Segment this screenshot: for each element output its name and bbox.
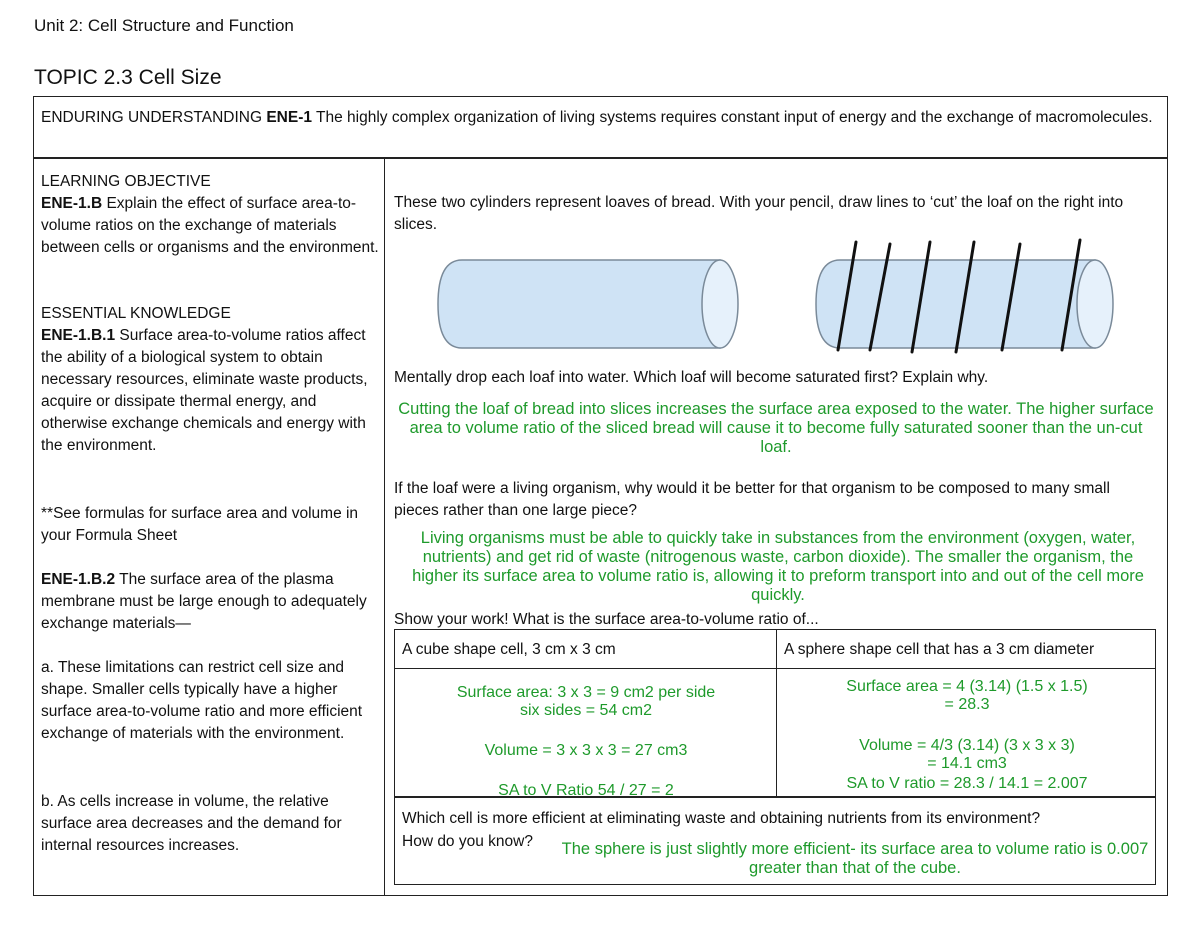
cube-header: A cube shape cell, 3 cm x 3 cm — [402, 641, 616, 658]
question-organism: If the loaf were a living organism, why would it be better for that organism to be composed to many small pieces rather than one large piece? — [394, 480, 1110, 519]
cube-ratio: SA to V Ratio 54 / 27 = 2 — [498, 782, 674, 799]
ek2-text: The surface area of the plasma membrane must be large enough to adequately exchange materials— — [41, 571, 367, 632]
sphere-vol-line2: = 14.1 cm3 — [927, 755, 1007, 772]
eu-body: The highly complex organization of living systems requires constant input of energy and the exchange of macromolecules. — [312, 109, 1153, 126]
point-b: b. As cells increase in volume, the relative surface area decreases and the demand for internal resources increases. — [41, 793, 342, 854]
loaf-intro: These two cylinders represent loaves of bread. With your pencil, draw lines to ‘cut’ the loaf on the right into slices. — [394, 194, 1124, 233]
whole-loaf — [438, 260, 738, 348]
loaves-illustration — [390, 236, 1160, 366]
answer-organism: Living organisms must be able to quickly take in substances from the environment (oxygen, water, nutrients) and get rid of waste (nitrogenous waste, carbon dioxide). The smaller the organism, the higher its surface area to volume ratio is, allowing it to preform transport into and out of the cell more quickly. — [412, 529, 1144, 604]
ek1-body — [41, 325, 381, 457]
topic-title: TOPIC 2.3 Cell Size — [34, 66, 222, 89]
ek2-body — [41, 569, 381, 635]
sphere-volume — [778, 737, 1156, 773]
formula-note: **See formulas for surface area and volume in your Formula Sheet — [41, 505, 359, 544]
sphere-sa-line2: = 28.3 — [944, 696, 990, 713]
eu-code: ENE-1 — [266, 109, 312, 126]
sphere-sa-line1: Surface area = 4 (3.14) (1.5 x 1.5) — [846, 678, 1088, 695]
answer-efficiency: The sphere is just slightly more efficient- its surface area to volume ratio is 0.007 greater than that of the cube. — [561, 840, 1149, 877]
question-how-know: How do you know? — [402, 833, 533, 850]
essential-knowledge — [41, 303, 381, 457]
eu-label: ENDURING UNDERSTANDING — [41, 109, 267, 126]
sphere-ratio: SA to V ratio = 28.3 / 14.1 = 2.007 — [846, 775, 1088, 792]
question-efficiency: Which cell is more efficient at eliminating waste and obtaining nutrients from its environment? — [402, 810, 1041, 827]
cube-volume: Volume = 3 x 3 x 3 = 27 cm3 — [484, 742, 688, 759]
question-ratio: Show your work! What is the surface area-to-volume ratio of... — [394, 611, 819, 628]
lo-text: Explain the effect of surface area-to-volume ratios on the exchange of materials between cells or organisms and the environment. — [41, 195, 379, 256]
lo-heading: LEARNING OBJECTIVE — [41, 173, 211, 190]
ratio-table-header-line — [394, 668, 1156, 669]
question-saturation: Mentally drop each loaf into water. Which loaf will become saturated first? Explain why. — [394, 369, 989, 386]
learning-objective — [41, 171, 381, 259]
lo-body — [41, 193, 381, 259]
ek1-code: ENE-1.B.1 — [41, 327, 116, 344]
sphere-header: A sphere shape cell that has a 3 cm diameter — [784, 641, 1095, 658]
ek1-text: Surface area-to-volume ratios affect the ability of a biological system to obtain necessary resources, eliminate waste products, acquire or dissipate thermal energy, and otherwise exchange chemicals and energy with the environment. — [41, 327, 368, 454]
unit-title: Unit 2: Cell Structure and Function — [34, 16, 294, 35]
enduring-understanding-text — [41, 107, 1161, 129]
ek2-code: ENE-1.B.2 — [41, 571, 116, 588]
sliced-loaf — [816, 240, 1113, 352]
ek-heading: ESSENTIAL KNOWLEDGE — [41, 305, 231, 322]
lo-code: ENE-1.B — [41, 195, 103, 212]
point-a: a. These limitations can restrict cell size and shape. Smaller cells typically have a higher surface area-to-volume ratio and more efficient exchange of materials with the environment. — [41, 659, 363, 742]
ratio-table-divider — [776, 629, 777, 797]
sphere-surface-area — [778, 678, 1156, 714]
column-divider — [384, 158, 385, 896]
cube-sa-line1: Surface area: 3 x 3 = 9 cm2 per side — [456, 684, 716, 701]
cube-surface-area — [396, 684, 776, 720]
cube-sa-line2: six sides = 54 cm2 — [519, 702, 653, 719]
answer-saturation: Cutting the loaf of bread into slices increases the surface area exposed to the water. The higher surface area to volume ratio of the sliced bread will cause it to become fully saturated sooner than the un-cut loaf. — [398, 400, 1154, 456]
sphere-vol-line1: Volume = 4/3 (3.14) (3 x 3 x 3) — [859, 737, 1075, 754]
